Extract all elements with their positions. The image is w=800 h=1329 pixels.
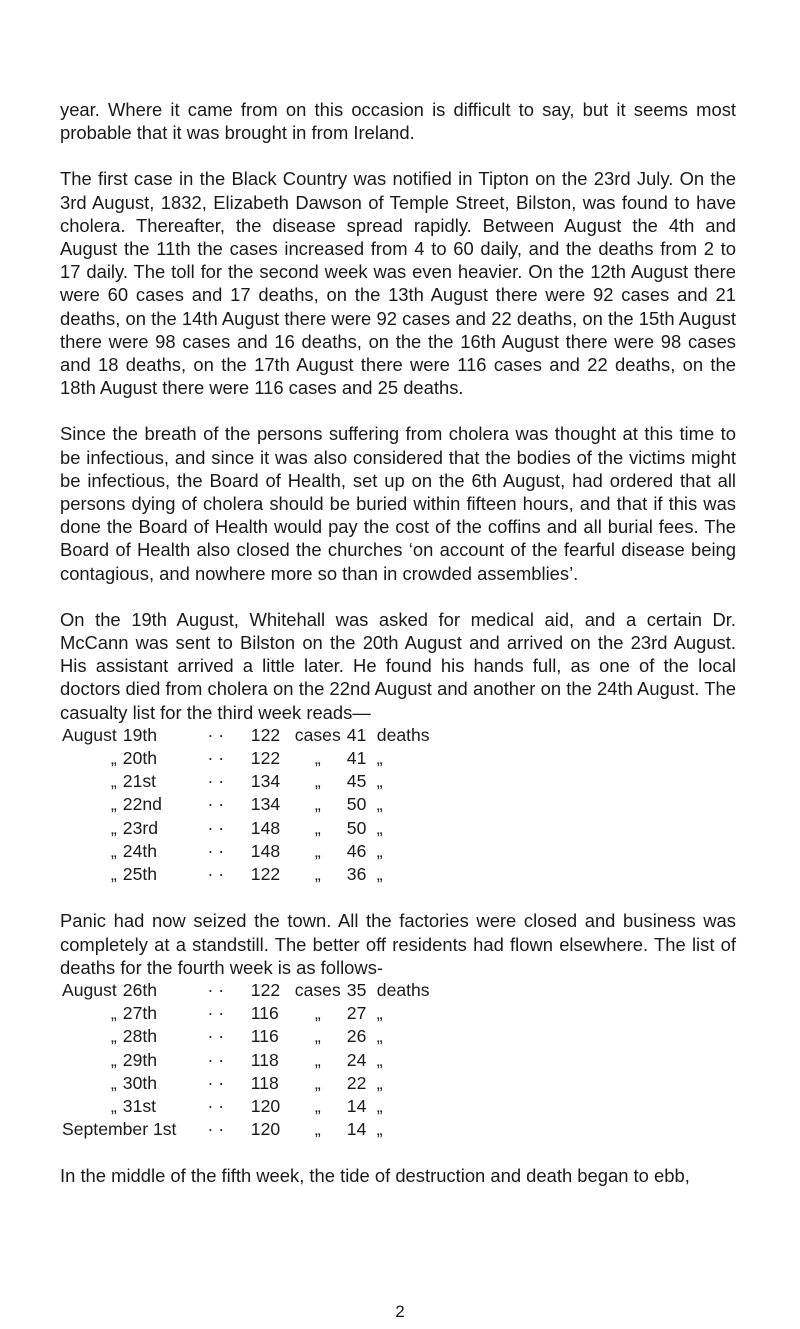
deaths-label: „ [376, 1026, 383, 1047]
leader-dots: · · [207, 1072, 225, 1093]
deaths-value: 45 [346, 771, 367, 792]
cases-value: 120 [250, 1119, 281, 1140]
cases-label: cases [294, 979, 341, 1000]
cases-label: „ [314, 748, 321, 769]
cases-label: „ [314, 817, 321, 838]
cases-label: „ [314, 1095, 321, 1116]
leader-dots: · · [207, 748, 225, 769]
table-row [62, 793, 447, 816]
cases-label: „ [314, 794, 321, 815]
month-label: September [62, 1119, 149, 1140]
deaths-value: 26 [346, 1026, 367, 1047]
deaths-label: „ [376, 817, 383, 838]
month-label: „ [110, 1072, 117, 1093]
cases-value: 134 [250, 794, 281, 815]
day-label: 26th [122, 979, 158, 1000]
leader-dots: · · [207, 864, 225, 885]
deaths-value: 50 [346, 817, 367, 838]
cases-value: 116 [250, 1003, 279, 1024]
table-row [62, 747, 447, 770]
leader-dots: · · [207, 840, 225, 861]
date-label [62, 1118, 181, 1141]
cases-value: 118 [250, 1072, 279, 1093]
leader-dots: · · [207, 1026, 225, 1047]
table-row [62, 1095, 447, 1118]
fourth-week-casualty-table [62, 979, 447, 1141]
month-label: „ [110, 771, 117, 792]
paragraph-ebb: In the middle of the fifth week, the tide of destruction and death began to ebb, [60, 1165, 690, 1187]
deaths-label: „ [376, 794, 383, 815]
month-label: „ [110, 817, 117, 838]
cases-value: 120 [250, 1095, 281, 1116]
leader-dots: · · [207, 771, 225, 792]
cases-value: 122 [250, 724, 281, 745]
leader-dots: · · [207, 1003, 225, 1024]
cases-value: 122 [250, 979, 281, 1000]
cases-label: „ [314, 1049, 321, 1070]
table-row [62, 724, 447, 747]
deaths-value: 46 [346, 840, 367, 861]
leader-dots: · · [207, 1095, 225, 1116]
fourth-week-rows [62, 979, 447, 1141]
cases-label: „ [314, 1026, 321, 1047]
table-row [62, 1072, 447, 1095]
deaths-label: „ [376, 1072, 383, 1093]
day-label: 24th [122, 840, 158, 861]
leader-dots: · · [207, 1049, 225, 1070]
deaths-value: 50 [346, 794, 367, 815]
deaths-label: deaths [376, 979, 430, 1000]
month-label: „ [110, 1049, 117, 1070]
day-label: 21st [122, 771, 157, 792]
deaths-value: 14 [346, 1095, 367, 1116]
table-row [62, 863, 447, 886]
day-label: 31st [122, 1095, 157, 1116]
deaths-value: 24 [346, 1049, 367, 1070]
month-label: „ [110, 1026, 117, 1047]
cases-label: „ [314, 840, 321, 861]
deaths-value: 14 [346, 1119, 367, 1140]
cases-value: 148 [250, 817, 281, 838]
table-row [62, 770, 447, 793]
deaths-value: 35 [346, 979, 367, 1000]
table-row [62, 1049, 447, 1072]
month-label: „ [110, 1003, 117, 1024]
paragraph-origin: year. Where it came from on this occasion is difficult to say, but it seems most probable that it was brought in from Ireland. [60, 99, 736, 144]
third-week-rows [62, 724, 447, 886]
paragraph-first-case: The first case in the Black Country was notified in Tipton on the 23rd July. On the 3rd August, 1832, Elizabeth Dawson of Temple Street, Bilston, was found to have cholera. Thereafter, the disease spread rapidly. Between August the 4th and August the 11th the cases increased from 4 to 60 daily, and the deaths from 2 to 17 daily. The toll for the second week was even heavier. On the 12th August there were 60 cases and 17 deaths, on the 13th August there were 92 cases and 21 deaths, on the 14th August there were 92 cases and 22 deaths, on the 15th August there were 98 cases and 16 deaths, on the the 16th August there were 98 cases and 18 deaths, on the 17th August there were 116 cases and 22 deaths, on the 18th August there were 116 cases and 25 deaths. [60, 168, 736, 399]
month-label: „ [110, 864, 117, 885]
day-label: 20th [122, 748, 158, 769]
cases-label: cases [294, 724, 341, 745]
deaths-label: „ [376, 1119, 383, 1140]
paragraph-board-of-health: Since the breath of the persons suffering from cholera was thought at this time to be infectious, and since it was also considered that the bodies of the victims might be infectious, the Board of Health, set up on the 6th August, had ordered that all persons dying of cholera should be buried within fifteen hours, and that if this was done the Board of Health would pay the cost of the coffins and all burial fees. The Board of Health also closed the churches ‘on account of the fearful disease being contagious, and nowhere more so than in crowded assemblies’. [60, 423, 736, 584]
leader-dots: · · [207, 724, 225, 745]
leader-dots: · · [207, 1119, 225, 1140]
third-week-casualty-table [62, 724, 447, 886]
day-label: 27th [122, 1003, 158, 1024]
table-row [62, 1118, 447, 1141]
cases-label: „ [314, 864, 321, 885]
deaths-label: „ [376, 1049, 383, 1070]
leader-dots: · · [207, 979, 225, 1000]
day-label: 22nd [122, 794, 162, 815]
cases-value: 118 [250, 1049, 279, 1070]
cases-value: 148 [250, 840, 281, 861]
month-label: „ [110, 840, 117, 861]
deaths-label: „ [376, 840, 383, 861]
paragraph-medical-aid: On the 19th August, Whitehall was asked for medical aid, and a certain Dr. McCann was sent to Bilston on the 20th August and arrived on the 23rd August. His assistant arrived a little later. He found his hands full, as one of the local doctors died from cholera on the 22nd August and another on the 24th August. The casualty list for the third week reads— [60, 608, 736, 723]
cases-label: „ [314, 1119, 321, 1140]
table-row [62, 817, 447, 840]
cases-label: „ [314, 1072, 321, 1093]
leader-dots: · · [207, 794, 225, 815]
day-label: 19th [122, 724, 158, 745]
day-label: 30th [122, 1072, 158, 1093]
month-label: „ [110, 748, 117, 769]
deaths-label: „ [376, 864, 383, 885]
table-row [62, 979, 447, 1002]
month-label: „ [110, 794, 117, 815]
leader-dots: · · [207, 817, 225, 838]
cases-value: 122 [250, 748, 281, 769]
cases-value: 134 [250, 771, 281, 792]
deaths-label: „ [376, 1003, 383, 1024]
cases-value: 122 [250, 864, 281, 885]
deaths-value: 41 [346, 748, 367, 769]
deaths-value: 27 [346, 1003, 367, 1024]
day-label: 29th [122, 1049, 158, 1070]
page-number: 2 [395, 1302, 405, 1321]
day-label: 1st [152, 1119, 177, 1140]
cases-label: „ [314, 771, 321, 792]
day-label: 28th [122, 1026, 158, 1047]
deaths-value: 41 [346, 724, 367, 745]
deaths-value: 36 [346, 864, 367, 885]
cases-value: 116 [250, 1026, 279, 1047]
deaths-label: „ [376, 1095, 383, 1116]
deaths-value: 22 [346, 1072, 367, 1093]
deaths-label: „ [376, 748, 383, 769]
day-label: 23rd [122, 817, 158, 838]
cases-label: „ [314, 1003, 321, 1024]
day-label: 25th [122, 864, 158, 885]
deaths-label: deaths [376, 724, 430, 745]
table-row [62, 840, 447, 863]
month-label: August [62, 724, 117, 745]
month-label: August [62, 979, 117, 1000]
month-label: „ [110, 1095, 117, 1116]
paragraph-panic: Panic had now seized the town. All the factories were closed and business was completely at a standstill. The better off residents had flown elsewhere. The list of deaths for the fourth week is as follows- [60, 910, 736, 978]
deaths-label: „ [376, 771, 383, 792]
document-page [60, 98, 736, 1188]
table-row [62, 1025, 447, 1048]
table-row [62, 1002, 447, 1025]
